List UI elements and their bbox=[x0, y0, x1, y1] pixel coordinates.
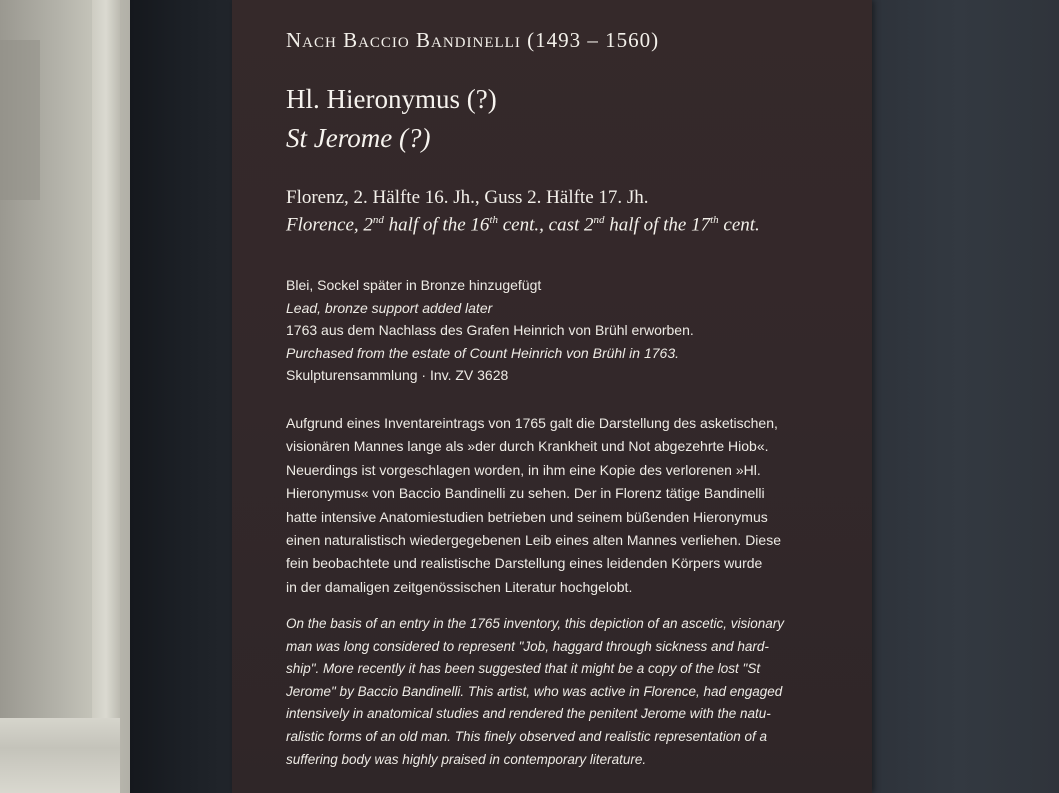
date-german: Florenz, 2. Hälfte 16. Jh., Guss 2. Hälfte 17. Jh. bbox=[286, 187, 649, 208]
text-line: ralistic forms of an old man. This finely observed and realistic representation of a bbox=[286, 728, 767, 744]
text-line: On the basis of an entry in the 1765 inventory, this depiction of an ascetic, visionary bbox=[286, 616, 785, 631]
title-english: St Jerome (?) bbox=[286, 123, 431, 153]
text-line: man was long considered to represent "Job, haggard through sickness and hard- bbox=[286, 638, 769, 654]
text-line: hatte intensive Anatomiestudien betrieben und seinem büßenden Hieronymus bbox=[286, 508, 768, 525]
wall-molding bbox=[92, 0, 120, 793]
provenance-english: Purchased from the estate of Count Heinrich von Brühl in 1763. bbox=[286, 344, 679, 361]
inventory-number: Skulpturensammlung · Inv. ZV 3628 bbox=[286, 367, 509, 383]
provenance-german: 1763 aus dem Nachlass des Grafen Heinrich von Brühl erworben. bbox=[286, 322, 694, 338]
text-line: fein beobachtete und realistische Darstellung eines leidenden Körpers wurde bbox=[286, 555, 763, 572]
text-line: Aufgrund eines Inventareintrags von 1765 galt die Darstellung des asketischen, bbox=[286, 415, 778, 431]
text-line: einen naturalistisch wiedergegebenen Leib eines alten Mannes verliehen. Diese bbox=[286, 532, 781, 549]
text-line: Jerome" by Baccio Bandinelli. This artist, who was active in Florence, had engaged bbox=[286, 683, 783, 699]
date-english: Florence, 2nd half of the 16th cent., cast 2nd half of the 17th cent. bbox=[286, 214, 760, 236]
description-german bbox=[286, 412, 866, 599]
display-pedestal-edge bbox=[130, 0, 240, 793]
material-english: Lead, bronze support added later bbox=[286, 299, 493, 316]
text-line: visionären Mannes lange als »der durch Krankheit und Not abgezehrte Hiob«. bbox=[286, 438, 769, 455]
object-info bbox=[286, 274, 866, 387]
text-line: Hieronymus« von Baccio Bandinelli zu sehen. Der in Florenz tätige Bandinelli bbox=[286, 485, 765, 502]
wall-shadow bbox=[0, 40, 40, 200]
title-german: Hl. Hieronymus (?) bbox=[286, 84, 497, 114]
artist-attribution: Nach Baccio Bandinelli (1493 – 1560) bbox=[286, 28, 660, 52]
material-german: Blei, Sockel später in Bronze hinzugefügt bbox=[286, 277, 542, 293]
text-line: ship". More recently it has been suggested that it might be a copy of the lost "St bbox=[286, 661, 761, 677]
baseboard bbox=[0, 718, 120, 793]
text-line: in der damaligen zeitgenössischen Literatur hochgelobt. bbox=[286, 578, 633, 595]
text-line: intensively in anatomical studies and rendered the penitent Jerome with the natu- bbox=[286, 706, 771, 722]
text-line: Neuerdings ist vorgeschlagen worden, in ihm eine Kopie des verlorenen »Hl. bbox=[286, 461, 761, 478]
gallery-wall-right bbox=[860, 0, 1059, 793]
text-line: suffering body was highly praised in contemporary literature. bbox=[286, 751, 647, 767]
description-english bbox=[286, 613, 866, 771]
museum-label-panel bbox=[232, 0, 872, 793]
